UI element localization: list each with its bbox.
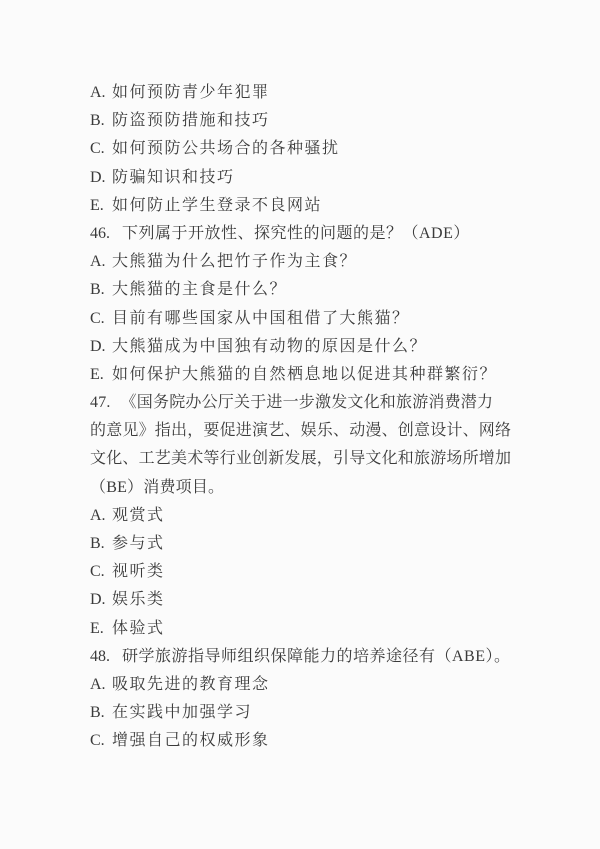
question-46-stem bbox=[90, 220, 550, 248]
option-text: 视听类 bbox=[112, 563, 165, 581]
option-label: D. bbox=[90, 337, 106, 355]
option-row bbox=[90, 192, 550, 220]
option-text: 在实践中加强学习 bbox=[112, 704, 253, 722]
question-48-stem bbox=[90, 643, 550, 671]
option-row bbox=[90, 361, 550, 389]
option-label: D. bbox=[90, 591, 106, 609]
option-text: 大熊猫的主食是什么？ bbox=[112, 281, 288, 299]
question-47-stem-line-2: 的意见》指出，要促进演艺、娱乐、动漫、创意设计、网络 bbox=[90, 422, 512, 440]
option-label: B. bbox=[90, 281, 105, 299]
option-label: B. bbox=[90, 535, 105, 552]
option-row bbox=[90, 558, 550, 586]
option-row bbox=[90, 107, 550, 135]
question-stem-text: 《国务院办公厅关于进一步激发文化和旅游消费潜力 bbox=[120, 394, 494, 412]
option-row bbox=[90, 586, 550, 614]
option-row bbox=[90, 699, 550, 727]
option-text: 观赏式 bbox=[112, 506, 165, 524]
option-label: A. bbox=[90, 84, 106, 101]
option-text: 娱乐类 bbox=[112, 591, 165, 609]
option-text: 参与式 bbox=[112, 535, 165, 552]
question-number: 48. bbox=[90, 647, 110, 665]
option-text: 如何保护大熊猫的自然栖息地以促进其种群繁衍？ bbox=[112, 365, 498, 383]
option-text: 如何防止学生登录不良网站 bbox=[112, 196, 323, 214]
option-row bbox=[90, 502, 550, 530]
option-text: 防骗知识和技巧 bbox=[112, 168, 235, 186]
question-47-stem-line-4: （BE）消费项目。 bbox=[90, 478, 225, 496]
option-text: 体验式 bbox=[112, 619, 165, 637]
option-label: E. bbox=[90, 619, 104, 637]
option-row bbox=[90, 615, 550, 643]
option-row bbox=[90, 248, 550, 276]
option-label: B. bbox=[90, 704, 105, 722]
option-row bbox=[90, 135, 550, 163]
option-text: 如何预防青少年犯罪 bbox=[112, 84, 270, 101]
question-47-stem-line-1 bbox=[90, 389, 550, 417]
option-label: C. bbox=[90, 140, 105, 158]
option-label: A. bbox=[90, 675, 106, 693]
question-47-stem-line-3: 文化、工艺美术等行业创新发展，引导文化和旅游场所增加 bbox=[90, 450, 512, 468]
option-text: 如何预防公共场合的各种骚扰 bbox=[112, 140, 340, 158]
option-label: C. bbox=[90, 309, 105, 327]
option-label: A. bbox=[90, 253, 106, 271]
exam-questions-text bbox=[90, 79, 550, 756]
option-row bbox=[90, 276, 550, 304]
option-row bbox=[90, 671, 550, 699]
question-stem-text: 研学旅游指导师组织保障能力的培养途径有（ABE）。 bbox=[122, 647, 511, 665]
option-row bbox=[90, 79, 550, 107]
option-label: E. bbox=[90, 196, 104, 214]
option-label: D. bbox=[90, 168, 106, 186]
option-row bbox=[90, 305, 550, 333]
question-stem-text: 下列属于开放性、探究性的问题的是？（ADE） bbox=[122, 224, 470, 242]
option-text: 吸取先进的教育理念 bbox=[112, 675, 270, 693]
option-row bbox=[90, 727, 550, 755]
option-label: B. bbox=[90, 112, 105, 130]
option-row bbox=[90, 164, 550, 192]
option-text: 大熊猫为什么把竹子作为主食？ bbox=[112, 253, 358, 271]
option-label: C. bbox=[90, 563, 105, 581]
option-label: C. bbox=[90, 732, 105, 750]
option-label: A. bbox=[90, 506, 106, 524]
question-number: 46. bbox=[90, 224, 110, 242]
option-row bbox=[90, 530, 550, 558]
option-row bbox=[90, 333, 550, 361]
option-text: 目前有哪些国家从中国租借了大熊猫？ bbox=[112, 309, 410, 327]
option-text: 大熊猫成为中国独有动物的原因是什么？ bbox=[112, 337, 428, 355]
question-number: 47. bbox=[90, 394, 111, 412]
option-text: 防盗预防措施和技巧 bbox=[112, 112, 270, 130]
option-label: E. bbox=[90, 365, 104, 383]
option-text: 增强自己的权威形象 bbox=[112, 732, 270, 750]
